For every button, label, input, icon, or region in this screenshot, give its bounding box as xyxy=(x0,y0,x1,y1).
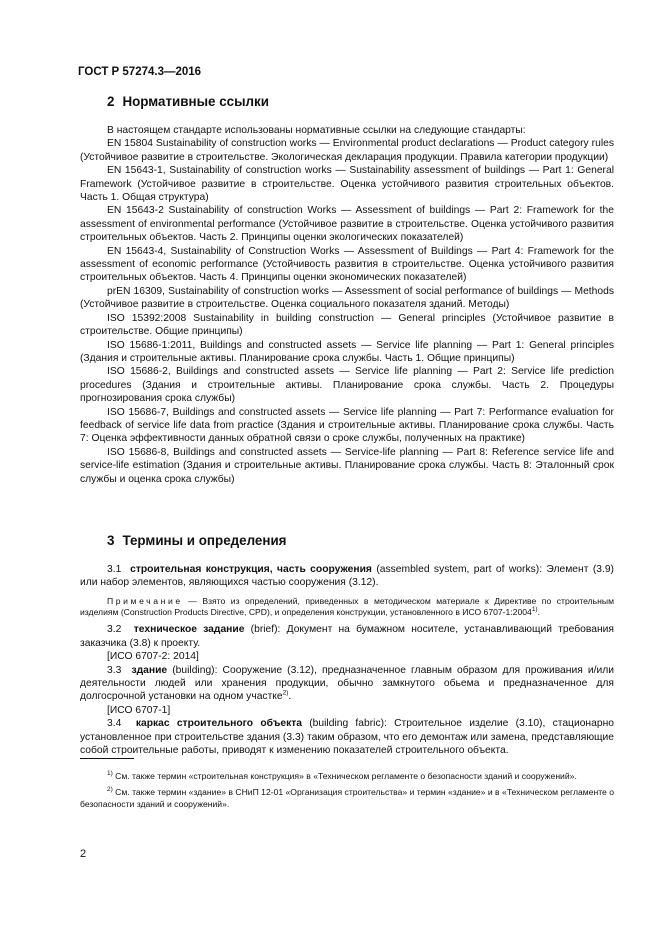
normative-reference: EN 15643-4, Sustainability of Construction Works — Assessment of Buildings — Part 4: Framework for the assessment of economic performance (Устойчивость развития в строительстве. Оценка устойчивого развития строительных объектов. Часть 4. Принципы оценки экономических показателей) xyxy=(80,245,614,284)
term-source: [ИСО 6707-1] xyxy=(107,704,171,716)
term-note xyxy=(80,596,614,619)
document-header: ГОСТ Р 57274.3—2016 xyxy=(78,66,202,78)
footnote-text: См. также термин «здание» в СНиП 12-01 «Организация строительства» и термин «здание» и в «Техническом регламенте о безопасности зданий и сооружений». xyxy=(80,786,614,809)
term-3-3 xyxy=(80,664,614,704)
footnote-text: См. также термин «строительная конструкция» в «Техническом регламенте о безопасности зданий и сооружений». xyxy=(112,771,577,781)
footnote xyxy=(80,786,614,811)
term-number: 3.3 xyxy=(107,664,122,676)
term-number: 3.1 xyxy=(107,564,122,575)
section-3-body xyxy=(80,563,614,757)
normative-reference: EN 15643-1, Sustainability of construction works — Sustainability assessment of buildings — Part 1: General Framework (Устойчивое развитие в строительстве. Оценка устойчивого развития строительных объектов. Часть 1. Общая структура) xyxy=(80,165,614,204)
normative-reference: ISO 15686-1:2011, Buildings and constructed assets — Service life planning — Part 1: General principles (Здания и строительные активы. Планирование срока службы. Часть 1. Общие принципы) xyxy=(80,339,614,364)
section-3-number: 3 xyxy=(107,533,115,548)
page-number: 2 xyxy=(80,848,87,860)
term-name: техническое задание xyxy=(133,624,245,636)
term-number: 3.4 xyxy=(107,718,122,730)
footnote-ref: 2) xyxy=(282,690,289,698)
normative-reference: EN 15804 Sustainability of construction works — Environmental product declarations — Product category rules (Устойчивое развитие в строительстве. Экологическая декларация продукции. Правила категории продукции) xyxy=(80,138,614,163)
note-tail: . xyxy=(537,607,540,618)
term-name: каркас строительного объекта xyxy=(135,718,303,730)
footnote xyxy=(80,770,614,783)
section-2-heading xyxy=(107,94,269,109)
section-3-heading xyxy=(107,533,287,548)
footnote-ref: 1) xyxy=(531,606,538,614)
term-source: [ИСО 6707-2: 2014] xyxy=(107,651,199,663)
section-2-body xyxy=(80,124,614,486)
term-name: строительная конструкция, часть сооружения xyxy=(130,564,372,575)
term-number: 3.2 xyxy=(107,624,122,636)
term-3-1 xyxy=(80,563,614,590)
note-label: Примечание xyxy=(107,595,183,606)
normative-reference: ISO 15686-7, Buildings and constructed assets — Service life planning — Part 7: Performance evaluation for feedback of service life data from practice (Здания и строительные активы. Планирование срока службы. Часть 7: Оценка эффективности данных обратной связи о сроке службы, полученных на практике) xyxy=(80,406,614,445)
section-3-title: Термины и определения xyxy=(122,533,287,548)
term-definition: (building): Сооружение (3.12), предназначенное главным образом для проживания и/или деятельности людей или хранения продукции, обычно замкнутого обьема и предназначенное для долгосрочной установки на одном участке xyxy=(80,664,614,703)
term-definition: (assembled system, part of works): Элемент (3.9) или набор элементов, являющихся частью сооружения (3.12). xyxy=(80,564,614,589)
section-2-intro: В настоящем стандарте использованы нормативные ссылки на следующие стандарты: xyxy=(107,125,526,136)
normative-reference: ISO 15686-2, Buildings and constructed assets — Service life planning — Part 2: Service life prediction procedures (Здания и строительные активы. Планирование срока службы. Часть 2. Процедуры прогнозирования срока службы) xyxy=(80,366,614,405)
footnote-divider xyxy=(80,758,134,759)
normative-reference: EN 15643-2 Sustainability of construction Works — Assessment of buildings — Part 2: Framework for the assessment of environmental performance (Устойчивое развитие в строительстве. Оценка устойчивого развития строительных объектов. Часть 2. Принципы оценки экологических показателей) xyxy=(80,205,614,244)
term-3-4 xyxy=(80,717,614,757)
term-name: здание xyxy=(131,664,168,676)
footnote-mark: 1) xyxy=(107,770,113,778)
normative-reference: ISO 15392:2008 Sustainability in building construction — General principles (Устойчивое развитие в строительстве. Общие принципы) xyxy=(80,312,614,338)
term-tail: . xyxy=(288,691,292,703)
normative-reference: ISO 15686-8, Buildings and constructed assets — Service-life planning — Part 8: Reference service life and service-life estimation (Здания и строительные активы. Планирование срока службы. Часть 8: Эталонный срок службы и оценка срока службы) xyxy=(80,446,614,485)
section-2-title: Нормативные ссылки xyxy=(122,94,269,109)
term-definition: (brief): Документ на бумажном носителе, устанавливающий требования заказчика (3.8) к проекту. xyxy=(80,624,614,649)
normative-reference: prEN 16309, Sustainability of construction works — Assessment of social performance of buildings — Methods (Устойчивое развитие в строительстве. Оценка социального показателя зданий. Методы) xyxy=(80,285,614,311)
note-text: — Взято из определений, приведенных в методическом материале к Директиве по строительным изделиям (Construction Products Directive, CPD), и определения конструкции, установленного в ИСО 6707-1:2004 xyxy=(80,595,614,618)
term-definition: (building fabric): Строительное изделие (3.10), стационарно установленное при строительстве здания (3.3) таким образом, что его демонтаж или замена, представляющие собой строительные работы, приводят к изменению показателей строительного объекта. xyxy=(80,718,614,757)
footnote-mark: 2) xyxy=(107,785,113,793)
section-2-number: 2 xyxy=(107,94,115,109)
term-3-2 xyxy=(80,623,614,650)
footnotes xyxy=(80,770,614,814)
